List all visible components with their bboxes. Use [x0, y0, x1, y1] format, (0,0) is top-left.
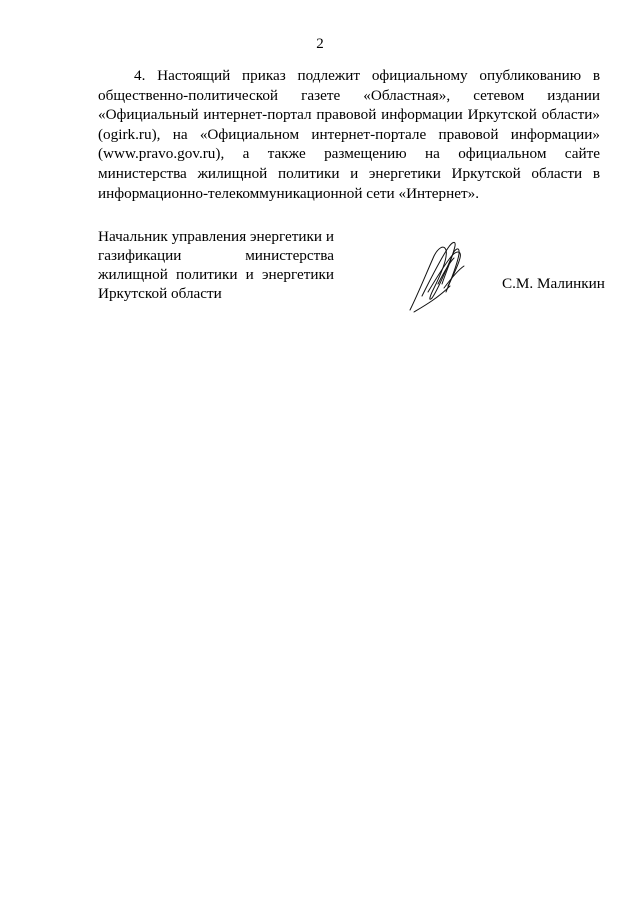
signer-name: С.М. Малинкин: [502, 275, 605, 292]
paragraph-4: 4. Настоящий приказ подлежит официальному опубликованию в общественно-политической газете «Областная», сетевом издании «Официальный интернет-портал правовой информации Иркутской области» (ogirk.ru), на «Официальном интернет-портале правовой информации» (www.pravo.gov.ru), а также размещению на официальном сайте министерства жилищной политики и энергетики Иркутской области в информационно-телекоммуникационной сети «Интернет».: [98, 67, 600, 202]
signer-position-title: Начальник управления энергетики и газификации министерства жилищной политики и энергетики Иркутской области: [98, 228, 334, 302]
handwritten-signature: [404, 236, 474, 316]
page-number: 2: [316, 36, 324, 52]
